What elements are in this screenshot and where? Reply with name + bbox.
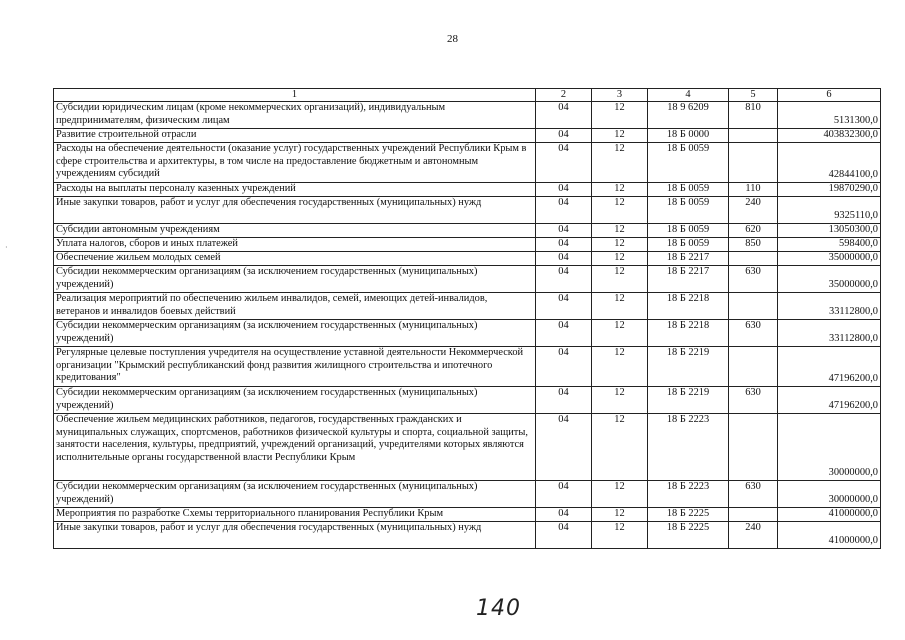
row-name: Реализация мероприятий по обеспечению жильем инвалидов, семей, имеющих детей-инвалидов, ветеранов и инвалидов боевых действий bbox=[54, 293, 536, 320]
table-row bbox=[54, 183, 881, 197]
table-row bbox=[54, 102, 881, 129]
row-name: Субсидии некоммерческим организациям (за исключением государственных (муниципальных) учреждений) bbox=[54, 266, 536, 293]
row-target-article: 18 Б 2225 bbox=[648, 522, 729, 549]
header-col-6: 6 bbox=[778, 89, 881, 102]
table-row bbox=[54, 320, 881, 347]
row-target-article: 18 Б 0000 bbox=[648, 129, 729, 143]
row-expense-type: 110 bbox=[729, 183, 778, 197]
row-subsection: 12 bbox=[592, 414, 648, 481]
row-expense-type bbox=[729, 508, 778, 522]
row-subsection: 12 bbox=[592, 183, 648, 197]
row-name: Расходы на обеспечение деятельности (оказание услуг) государственных учреждений Республики Крым в сфере строительства и архитектуры, в том числе на предоставление бюджетным и автономным учреждениям субсидий bbox=[54, 143, 536, 183]
row-amount: 403832300,0 bbox=[778, 129, 881, 143]
row-subsection: 12 bbox=[592, 143, 648, 183]
row-target-article: 18 Б 2223 bbox=[648, 414, 729, 481]
row-amount: 30000000,0 bbox=[778, 481, 881, 508]
row-amount: 33112800,0 bbox=[778, 293, 881, 320]
row-subsection: 12 bbox=[592, 387, 648, 414]
row-target-article: 18 Б 2219 bbox=[648, 387, 729, 414]
table-row bbox=[54, 238, 881, 252]
row-target-article: 18 Б 2223 bbox=[648, 481, 729, 508]
table-row bbox=[54, 129, 881, 143]
row-expense-type: 850 bbox=[729, 238, 778, 252]
row-amount: 19870290,0 bbox=[778, 183, 881, 197]
row-amount: 33112800,0 bbox=[778, 320, 881, 347]
row-name: Регулярные целевые поступления учредителя на осуществление уставной деятельности Некоммерческой организации "Крымский республиканский фонд развития жилищного строительства и ипотечного кредитования" bbox=[54, 347, 536, 387]
row-expense-type bbox=[729, 347, 778, 387]
row-subsection: 12 bbox=[592, 224, 648, 238]
row-amount: 35000000,0 bbox=[778, 252, 881, 266]
row-section: 04 bbox=[536, 129, 592, 143]
row-expense-type bbox=[729, 129, 778, 143]
table-row bbox=[54, 143, 881, 183]
table-row bbox=[54, 347, 881, 387]
row-section: 04 bbox=[536, 414, 592, 481]
row-expense-type bbox=[729, 252, 778, 266]
row-name: Мероприятия по разработке Схемы территориального планирования Республики Крым bbox=[54, 508, 536, 522]
header-col-5: 5 bbox=[729, 89, 778, 102]
row-amount: 47196200,0 bbox=[778, 387, 881, 414]
table-row bbox=[54, 252, 881, 266]
row-subsection: 12 bbox=[592, 481, 648, 508]
row-name: Субсидии юридическим лицам (кроме некоммерческих организаций), индивидуальным предпринимателям, физическим лицам bbox=[54, 102, 536, 129]
row-subsection: 12 bbox=[592, 293, 648, 320]
row-target-article: 18 Б 0059 bbox=[648, 197, 729, 224]
row-section: 04 bbox=[536, 224, 592, 238]
row-section: 04 bbox=[536, 266, 592, 293]
row-section: 04 bbox=[536, 481, 592, 508]
row-name: Субсидии некоммерческим организациям (за исключением государственных (муниципальных) учреждений) bbox=[54, 320, 536, 347]
row-section: 04 bbox=[536, 102, 592, 129]
row-subsection: 12 bbox=[592, 320, 648, 347]
row-target-article: 18 Б 0059 bbox=[648, 224, 729, 238]
row-amount: 41000000,0 bbox=[778, 508, 881, 522]
row-subsection: 12 bbox=[592, 266, 648, 293]
row-expense-type: 630 bbox=[729, 481, 778, 508]
row-expense-type: 240 bbox=[729, 197, 778, 224]
row-target-article: 18 Б 2218 bbox=[648, 293, 729, 320]
scan-mark: · bbox=[5, 243, 8, 252]
table-header-row bbox=[54, 89, 881, 102]
row-target-article: 18 Б 0059 bbox=[648, 143, 729, 183]
row-subsection: 12 bbox=[592, 522, 648, 549]
row-name: Уплата налогов, сборов и иных платежей bbox=[54, 238, 536, 252]
row-name: Субсидии некоммерческим организациям (за исключением государственных (муниципальных) учреждений) bbox=[54, 387, 536, 414]
row-subsection: 12 bbox=[592, 197, 648, 224]
row-amount: 598400,0 bbox=[778, 238, 881, 252]
row-expense-type: 630 bbox=[729, 320, 778, 347]
row-subsection: 12 bbox=[592, 508, 648, 522]
row-section: 04 bbox=[536, 252, 592, 266]
row-section: 04 bbox=[536, 522, 592, 549]
row-amount: 9325110,0 bbox=[778, 197, 881, 224]
table-row bbox=[54, 481, 881, 508]
row-name: Обеспечение жильем медицинских работников, педагогов, государственных гражданских и муниципальных служащих, спортсменов, работников физической культуры и спорта, социальной защиты, занятости населения, культуры, предприятий, учреждений организаций, учредителями которых являются исполнительные органы государственной власти Республики Крым bbox=[54, 414, 536, 481]
row-expense-type: 240 bbox=[729, 522, 778, 549]
row-subsection: 12 bbox=[592, 129, 648, 143]
row-target-article: 18 Б 2217 bbox=[648, 252, 729, 266]
table-row bbox=[54, 224, 881, 238]
header-col-1: 1 bbox=[54, 89, 536, 102]
row-target-article: 18 Б 2225 bbox=[648, 508, 729, 522]
row-amount: 13050300,0 bbox=[778, 224, 881, 238]
row-target-article: 18 9 6209 bbox=[648, 102, 729, 129]
row-amount: 42844100,0 bbox=[778, 143, 881, 183]
handwritten-page-number: 140 bbox=[476, 596, 521, 621]
table-row bbox=[54, 508, 881, 522]
row-name: Иные закупки товаров, работ и услуг для обеспечения государственных (муниципальных) нужд bbox=[54, 197, 536, 224]
row-amount: 47196200,0 bbox=[778, 347, 881, 387]
table-row bbox=[54, 266, 881, 293]
table-row bbox=[54, 522, 881, 549]
row-expense-type: 630 bbox=[729, 387, 778, 414]
row-expense-type: 630 bbox=[729, 266, 778, 293]
row-section: 04 bbox=[536, 508, 592, 522]
row-expense-type: 810 bbox=[729, 102, 778, 129]
row-name: Субсидии некоммерческим организациям (за исключением государственных (муниципальных) учреждений) bbox=[54, 481, 536, 508]
row-amount: 35000000,0 bbox=[778, 266, 881, 293]
row-subsection: 12 bbox=[592, 252, 648, 266]
row-expense-type bbox=[729, 143, 778, 183]
row-amount: 5131300,0 bbox=[778, 102, 881, 129]
budget-table bbox=[53, 88, 881, 549]
row-subsection: 12 bbox=[592, 102, 648, 129]
row-target-article: 18 Б 0059 bbox=[648, 238, 729, 252]
row-name: Развитие строительной отрасли bbox=[54, 129, 536, 143]
row-target-article: 18 Б 2218 bbox=[648, 320, 729, 347]
table-row bbox=[54, 414, 881, 481]
row-section: 04 bbox=[536, 293, 592, 320]
row-subsection: 12 bbox=[592, 347, 648, 387]
row-section: 04 bbox=[536, 183, 592, 197]
page-number: 28 bbox=[447, 33, 458, 45]
row-amount: 41000000,0 bbox=[778, 522, 881, 549]
row-section: 04 bbox=[536, 238, 592, 252]
row-section: 04 bbox=[536, 197, 592, 224]
row-section: 04 bbox=[536, 347, 592, 387]
row-name: Субсидии автономным учреждениям bbox=[54, 224, 536, 238]
row-name: Обеспечение жильем молодых семей bbox=[54, 252, 536, 266]
row-expense-type bbox=[729, 414, 778, 481]
row-name: Иные закупки товаров, работ и услуг для обеспечения государственных (муниципальных) нужд bbox=[54, 522, 536, 549]
row-subsection: 12 bbox=[592, 238, 648, 252]
row-section: 04 bbox=[536, 320, 592, 347]
row-target-article: 18 Б 2219 bbox=[648, 347, 729, 387]
header-col-2: 2 bbox=[536, 89, 592, 102]
row-target-article: 18 Б 2217 bbox=[648, 266, 729, 293]
row-section: 04 bbox=[536, 143, 592, 183]
row-amount: 30000000,0 bbox=[778, 414, 881, 481]
row-expense-type: 620 bbox=[729, 224, 778, 238]
row-name: Расходы на выплаты персоналу казенных учреждений bbox=[54, 183, 536, 197]
table-row bbox=[54, 293, 881, 320]
header-col-3: 3 bbox=[592, 89, 648, 102]
row-section: 04 bbox=[536, 387, 592, 414]
row-expense-type bbox=[729, 293, 778, 320]
table-row bbox=[54, 387, 881, 414]
row-target-article: 18 Б 0059 bbox=[648, 183, 729, 197]
table-row bbox=[54, 197, 881, 224]
header-col-4: 4 bbox=[648, 89, 729, 102]
